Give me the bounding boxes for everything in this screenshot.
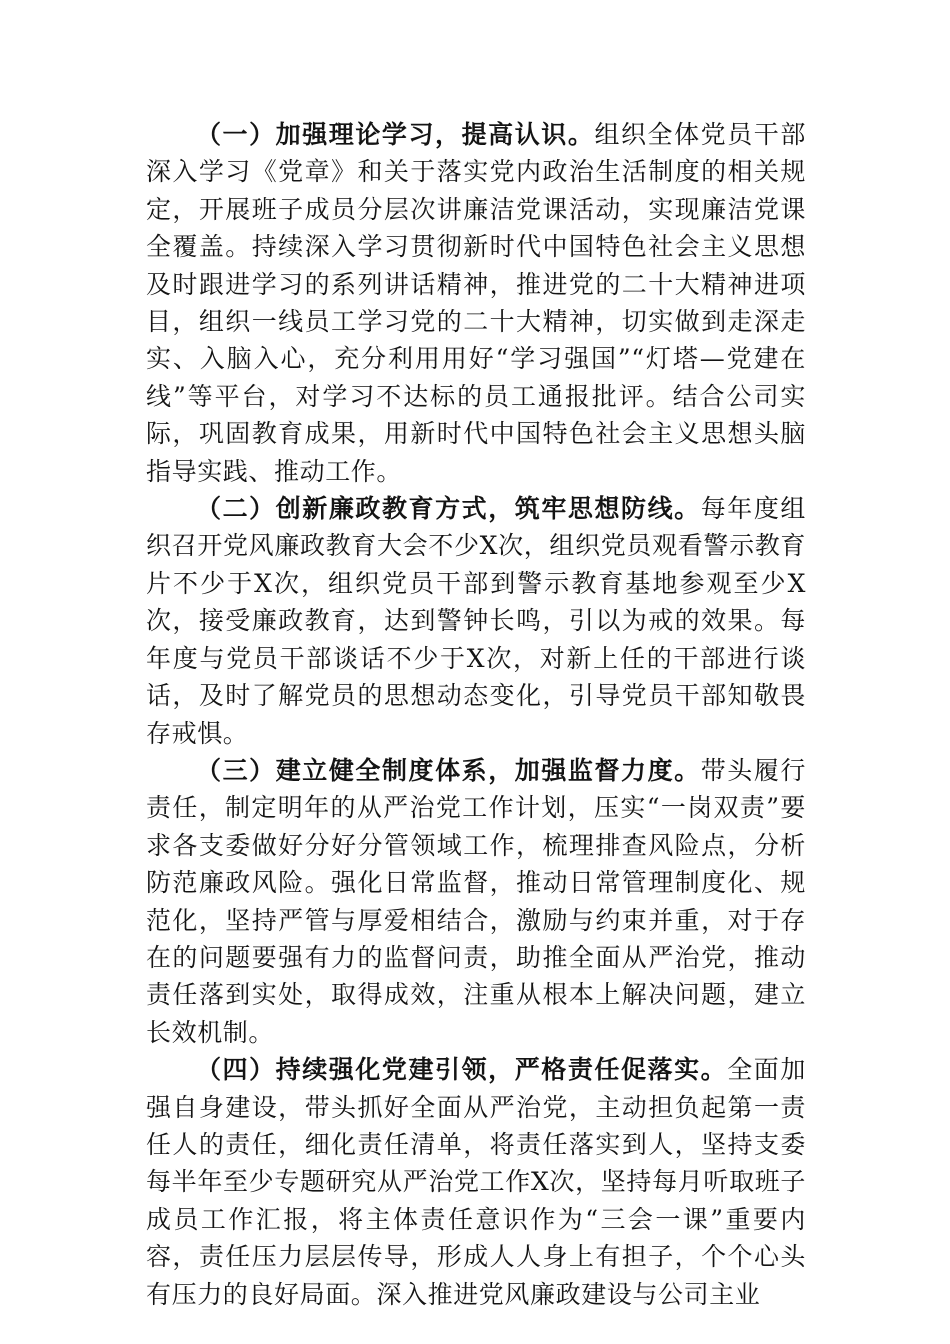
paragraph-4-heading: （四）持续强化党建引领，严格责任促落实。 bbox=[196, 1055, 728, 1085]
paragraph-1-heading: （一）加强理论学习，提高认识。 bbox=[196, 120, 595, 149]
paragraph-4-body: 全面加强自身建设，带头抓好全面从严治党，主动担负起第一责任人的责任，细化责任清单，将责任落实到人，坚持支委每半年至少专题研究从严治党工作X次，坚持每月听取班子成员工作汇报，将主体责任意识作为“三会一课”重要内容，责任压力层层传导，形成人人身上有担子，个个心头有压力的良好局面。深入推进党风廉政建设与公司主业 bbox=[146, 1055, 806, 1309]
document-page bbox=[146, 116, 806, 1313]
paragraph-2-body: 每年度组织召开党风廉政教育大会不少X次，组织党员观看警示教育片不少于X次，组织党员干部到警示教育基地参观至少X次，接受廉政教育，达到警钟长鸣，引以为戒的效果。每年度与党员干部谈话不少于X次，对新上任的干部进行谈话，及时了解党员的思想动态变化，引导党员干部知敬畏存戒惧。 bbox=[146, 494, 806, 748]
paragraph-3 bbox=[146, 752, 806, 1051]
paragraph-4 bbox=[146, 1051, 806, 1313]
paragraph-2 bbox=[146, 490, 806, 752]
paragraph-1 bbox=[146, 116, 806, 490]
paragraph-3-heading: （三）建立健全制度体系，加强监督力度。 bbox=[196, 755, 701, 785]
paragraph-3-body: 带头履行责任，制定明年的从严治党工作计划，压实“一岗双责”要求各支委做好分好分管领域工作，梳理排查风险点，分析防范廉政风险。强化日常监督，推动日常管理制度化、规范化，坚持严管与厚爱相结合，激励与约束并重，对于存在的问题要强有力的监督问责，助推全面从严治党，推动责任落到实处，取得成效，注重从根本上解决问题，建立长效机制。 bbox=[146, 755, 806, 1047]
paragraph-2-heading: （二）创新廉政教育方式，筑牢思想防线。 bbox=[196, 494, 701, 524]
paragraph-1-body: 组织全体党员干部深入学习《党章》和关于落实党内政治生活制度的相关规定，开展班子成员分层次讲廉洁党课活动，实现廉洁党课全覆盖。持续深入学习贯彻新时代中国特色社会主义思想及时跟进学习的系列讲话精神，推进党的二十大精神进项目，组织一线员工学习党的二十大精神，切实做到走深走实、入脑入心，充分利用用好“学习强国”“灯塔—党建在线”等平台，对学习不达标的员工通报批评。结合公司实际，巩固教育成果，用新时代中国特色社会主义思想头脑指导实践、推动工作。 bbox=[146, 120, 806, 486]
